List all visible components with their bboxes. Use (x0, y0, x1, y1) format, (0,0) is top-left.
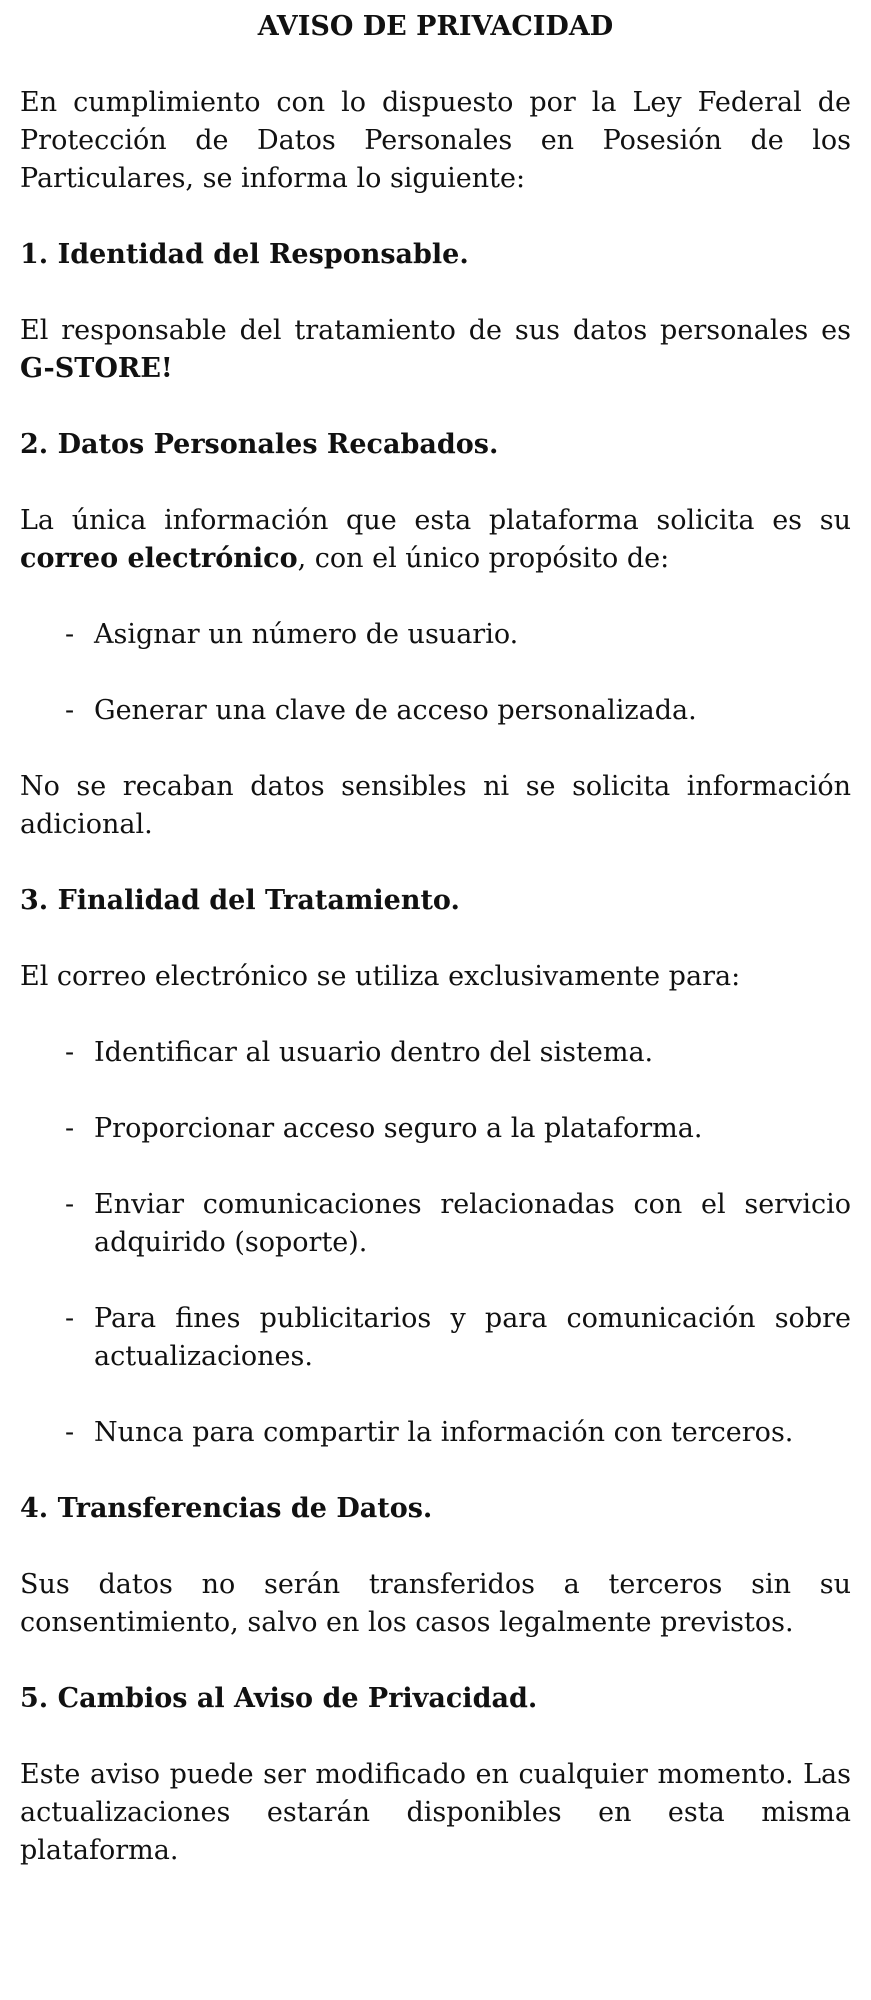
dash-bullet: - (65, 1037, 75, 1068)
section-5-paragraph: Este aviso puede ser modificado en cualquier momento. Las actualizaciones estarán disponibles en esta misma plataforma. (20, 1759, 851, 1866)
section-2-bold-term: correo electrónico (20, 543, 298, 574)
intro-paragraph: En cumplimiento con lo dispuesto por la Ley Federal de Protección de Datos Personales en Posesión de los Particulares, se informa lo siguiente: (20, 87, 851, 194)
list-item (20, 1186, 851, 1262)
section-4-heading: 4. Transferencias de Datos. (20, 1493, 433, 1524)
dash-bullet: - (65, 1189, 75, 1220)
dash-bullet: - (65, 1417, 75, 1448)
section-2-text-before: La única información que esta plataforma solicita es su (20, 505, 851, 536)
dash-bullet: - (65, 695, 75, 726)
list-item-text: Identificar al usuario dentro del sistema. (94, 1037, 654, 1068)
section-2-note: No se recaban datos sensibles ni se solicita información adicional. (20, 771, 851, 840)
section-4-paragraph: Sus datos no serán transferidos a terceros sin su consentimiento, salvo en los casos legalmente previstos. (20, 1569, 851, 1638)
dash-bullet: - (65, 1303, 75, 1334)
list-item-text: Proporcionar acceso seguro a la plataforma. (94, 1113, 703, 1144)
section-3-list (20, 1034, 851, 1452)
company-name: G-STORE! (20, 353, 173, 384)
section-3-paragraph: El correo electrónico se utiliza exclusivamente para: (20, 961, 741, 992)
dash-bullet: - (65, 1113, 75, 1144)
section-1-text: El responsable del tratamiento de sus datos personales es (20, 315, 851, 346)
list-item (20, 692, 851, 730)
dash-bullet: - (65, 619, 75, 650)
list-item-text: Nunca para compartir la información con terceros. (94, 1417, 794, 1448)
section-2-text-after: , con el único propósito de: (297, 543, 670, 574)
list-item (20, 1300, 851, 1376)
section-5-heading: 5. Cambios al Aviso de Privacidad. (20, 1683, 538, 1714)
section-2-paragraph (20, 502, 851, 578)
section-2-list (20, 616, 851, 730)
page-title: AVISO DE PRIVACIDAD (257, 11, 614, 42)
list-item (20, 1034, 851, 1072)
list-item (20, 1414, 851, 1452)
list-item-text: Enviar comunicaciones relacionadas con el servicio adquirido (soporte). (94, 1189, 851, 1258)
section-2-heading: 2. Datos Personales Recabados. (20, 429, 499, 460)
list-item-text: Generar una clave de acceso personalizada. (94, 695, 697, 726)
section-3-heading: 3. Finalidad del Tratamiento. (20, 885, 460, 916)
section-1-paragraph (20, 312, 851, 388)
list-item (20, 1110, 851, 1148)
section-1-heading: 1. Identidad del Responsable. (20, 239, 469, 270)
list-item-text: Para fines publicitarios y para comunicación sobre actualizaciones. (94, 1303, 851, 1372)
list-item-text: Asignar un número de usuario. (94, 619, 519, 650)
list-item (20, 616, 851, 654)
